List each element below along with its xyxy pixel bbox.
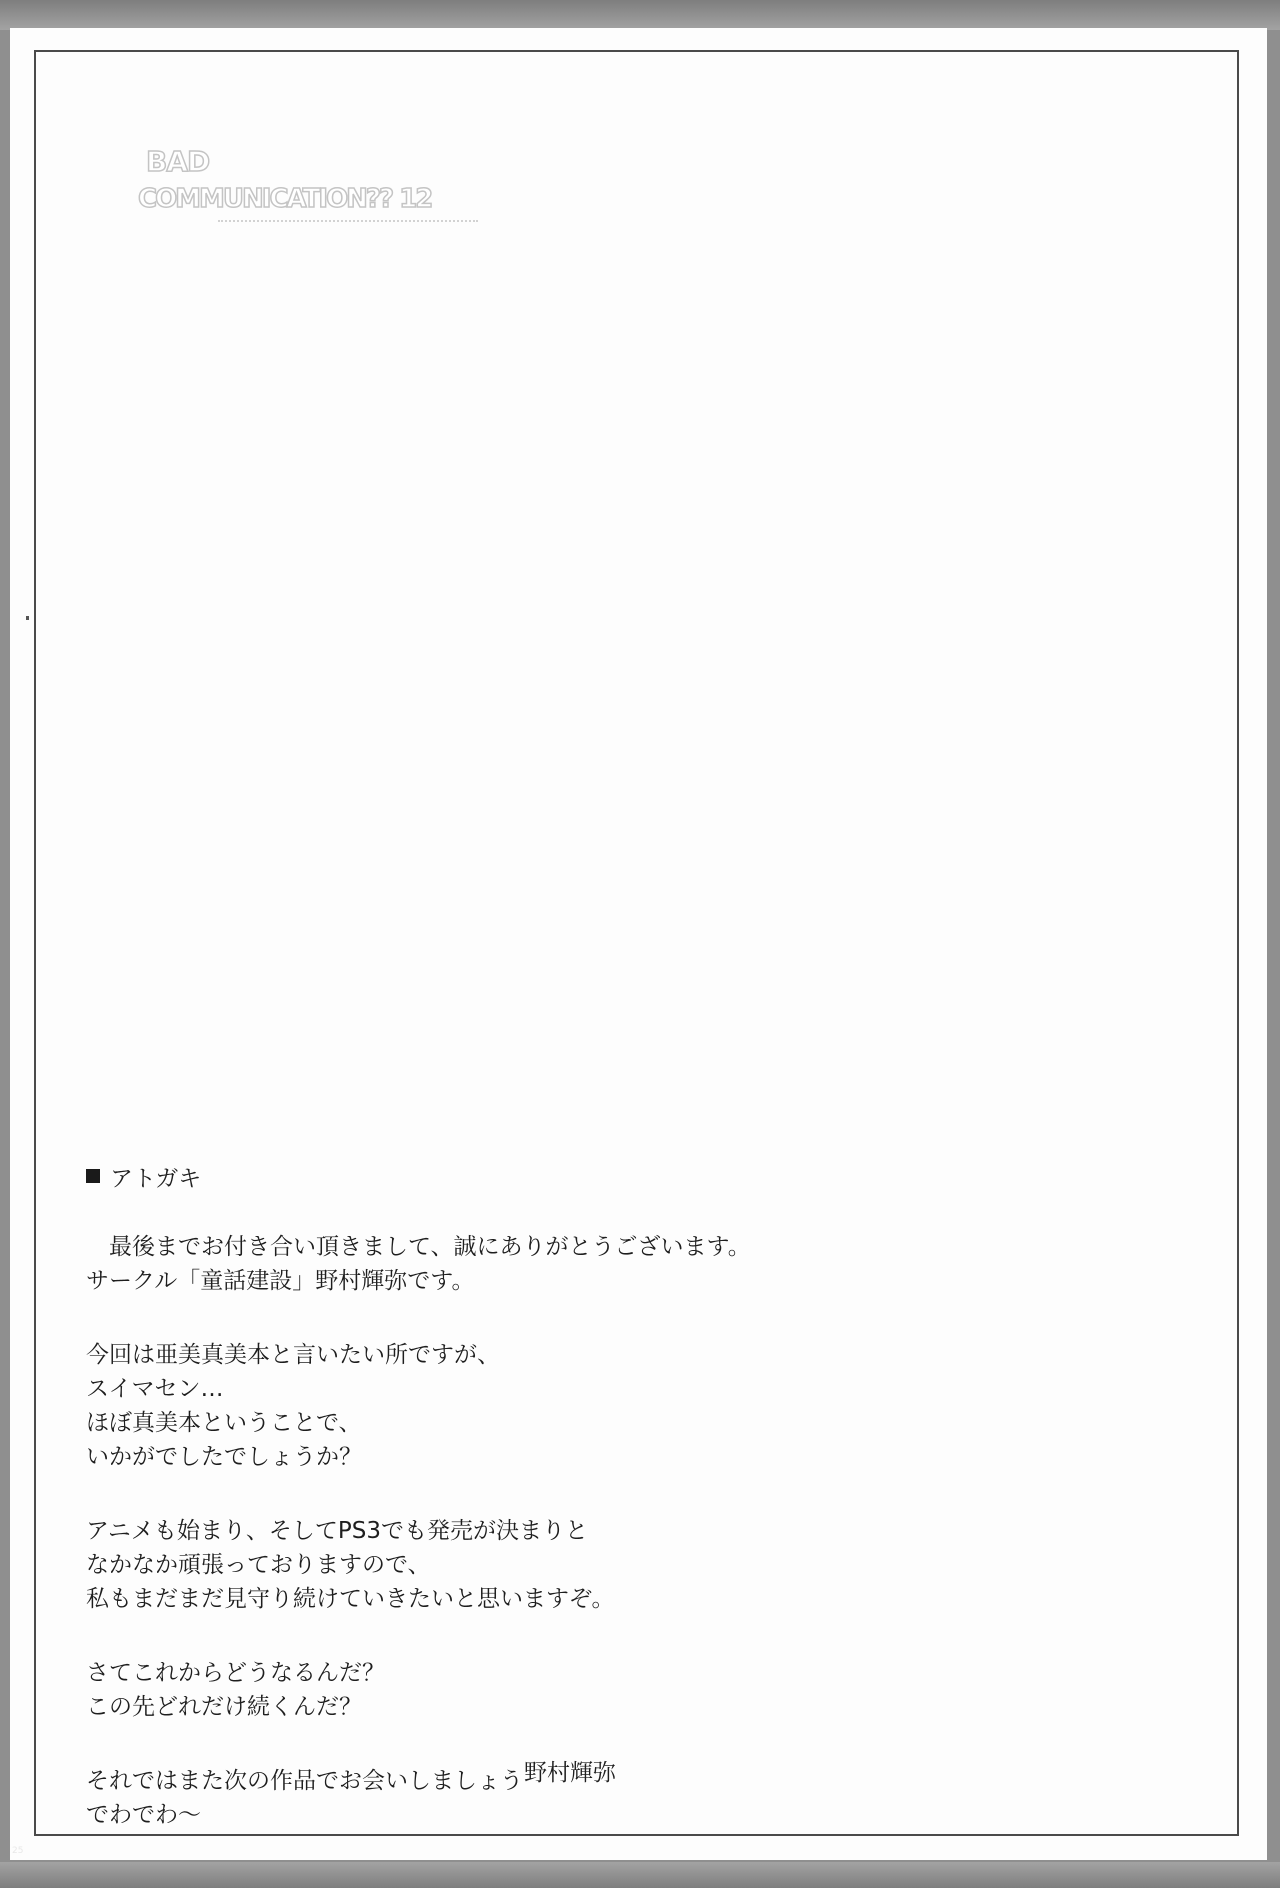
text-line: 私もまだまだ見守り続けていきたいと思いますぞ。: [86, 1586, 615, 1612]
text-line: でわでわ～: [86, 1802, 201, 1828]
paragraph-greeting: [86, 1230, 1086, 1298]
text-line: サークル「童話建設」野村輝弥です。: [86, 1268, 475, 1294]
logo-line-2: COMMUNICATION?? 12: [138, 184, 432, 214]
afterword-heading-text: アトガキ: [110, 1165, 202, 1192]
square-bullet-icon: [86, 1169, 100, 1183]
scan-bottom-edge: [0, 1862, 1280, 1888]
paragraph-anime: [86, 1514, 1086, 1616]
afterword-section: [86, 1158, 1086, 1832]
scan-top-edge: [0, 0, 1280, 30]
text-line: さてこれからどうなるんだ？: [86, 1660, 385, 1686]
logo-line-1: BAD: [146, 145, 210, 178]
text-line: いかがでしたでしょうか？: [86, 1444, 362, 1470]
afterword-heading: [86, 1158, 1086, 1194]
title-logo: [138, 145, 458, 224]
text-line: ほぼ真美本ということで、: [86, 1410, 362, 1436]
page-number: 25: [12, 1846, 24, 1856]
text-line: 今回は亜美真美本と言いたい所ですが、: [86, 1342, 500, 1368]
text-line: スイマセン…: [86, 1376, 224, 1402]
text-line: この先どれだけ続くんだ？: [86, 1694, 362, 1720]
paragraph-this-book: [86, 1338, 1086, 1474]
author-signature: 野村輝弥: [524, 1760, 616, 1786]
text-line: なかなか頑張っておりますので、: [86, 1552, 431, 1578]
scan-speck: [26, 616, 29, 620]
text-line: アニメも始まり、そしてPS3でも発売が決まりと: [86, 1518, 588, 1544]
text-line: それではまた次の作品でお会いしましょう: [86, 1768, 523, 1794]
logo-dotted-underline: [218, 220, 478, 224]
paragraph-future: [86, 1656, 1086, 1724]
text-line: 最後までお付き合い頂きまして、誠にありがとうございます。: [86, 1234, 751, 1260]
